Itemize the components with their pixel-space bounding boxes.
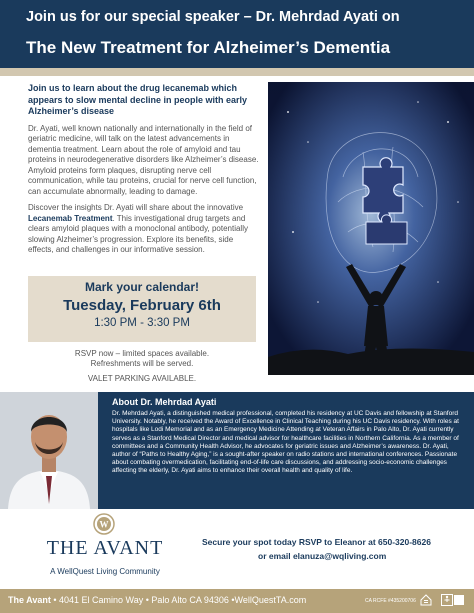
calendar-title: Mark your calendar! [84, 280, 200, 294]
rsvp-note [28, 349, 256, 369]
footer-address [8, 595, 306, 605]
about-section [0, 392, 474, 509]
calendar-box [28, 276, 256, 342]
event-date: Tuesday, February 6th [63, 297, 221, 314]
header-line1: Join us for our special speaker – Dr. Mehrdad Ayati on [26, 9, 400, 25]
contact-phone-line: Secure your spot today RSVP to Eleanor at 650-320-8626 [202, 537, 431, 547]
intro-paragraph-1: Dr. Ayati, well known nationally and internationally in the field of geriatric medicine, will talk on the latest advancements in dementia treatment. Learn about the role of amyloid and tau proteins in neurodegenerative disorders like Alzheimer’s disease. Amyloid proteins form plaques, disrupting nerve cell communication, while tau proteins, crucial for nerve cell function, can accumulate abnormally, leading to damage. [28, 123, 259, 196]
lecanemab-highlight: Lecanemab Treatment [28, 213, 113, 223]
rsvp-line-2: Refreshments will be served. [90, 359, 194, 368]
header-banner [0, 0, 474, 68]
rsvp-line-1: RSVP now – limited spaces available. [74, 349, 210, 358]
header-divider [0, 68, 474, 76]
about-title: About Dr. Mehrdad Ayati [112, 397, 217, 407]
footer-name: The Avant [8, 595, 51, 605]
valet-note: VALET PARKING AVAILABLE. [87, 374, 197, 383]
footer-bar [0, 589, 474, 613]
intro-paragraph-2-start: Discover the insights Dr. Ayati will share about the innovative [28, 203, 244, 212]
logo-name: THE AVANT [46, 537, 164, 559]
footer-address-text: • 4041 El Camino Way • Palo Alto CA 94306 •WellQuestTA.com [50, 595, 307, 605]
intro-paragraph-2-end: . This investigational drug targets and clears amyloid plaques with a monoclonal antibody, potentially slowing Alzheimer’s progression. Explore its benefits, side effects, and challenges in our informative session. [28, 213, 248, 254]
header-title: The New Treatment for Alzheimer’s Dementia [26, 38, 391, 57]
intro-paragraph-2 [28, 203, 260, 256]
logo-contact-section [0, 509, 474, 589]
license-number: CA RCFE #435200706 [365, 598, 416, 604]
contact-email-line: or email elanuza@wqliving.com [258, 551, 387, 561]
brain-puzzle-image [268, 82, 474, 375]
avant-emblem-icon [93, 513, 115, 535]
event-time: 1:30 PM - 3:30 PM [94, 317, 190, 329]
accessibility-icon [441, 594, 465, 606]
equal-housing-icon [420, 594, 432, 606]
doctor-portrait [0, 392, 98, 509]
emblem-letter: W [99, 519, 109, 530]
logo-tagline: A WellQuest Living Community [50, 567, 160, 576]
intro-headline: Join us to learn about the drug lecanemab which appears to slow mental decline in people with early Alzheimer’s disease [28, 83, 248, 116]
about-body: Dr. Mehrdad Ayati, a distinguished medical professional, completed his residency at UC Davis and fellowship at Stanford University. Notably, he received the Award of Excellence in Clinical Teaching during his UC Davis residency. With roles at hospitals like Lodi Memorial and as an Emergency Medicine Attending at Veteran Affairs in Palo Alto, Dr. Ayati currently serves as a Stanford Medical Director and medical advisor for healthcare facilities in Northern California. As a member of committees and a Community Health Advisor, he advocates for geriatric issues and Alzheimer’s awareness. Dr. Ayati, author of “Paths to Healthy Aging,” is a sought-after speaker on radio stations and international conferences. Passionate about combating overmedication, facilitating end-of-life care discussions, and addressing socio-economic challenges affecting the elderly, Dr. Ayati aims to enhance their overall health and quality of life. [112, 410, 459, 475]
intro-section [28, 83, 260, 262]
